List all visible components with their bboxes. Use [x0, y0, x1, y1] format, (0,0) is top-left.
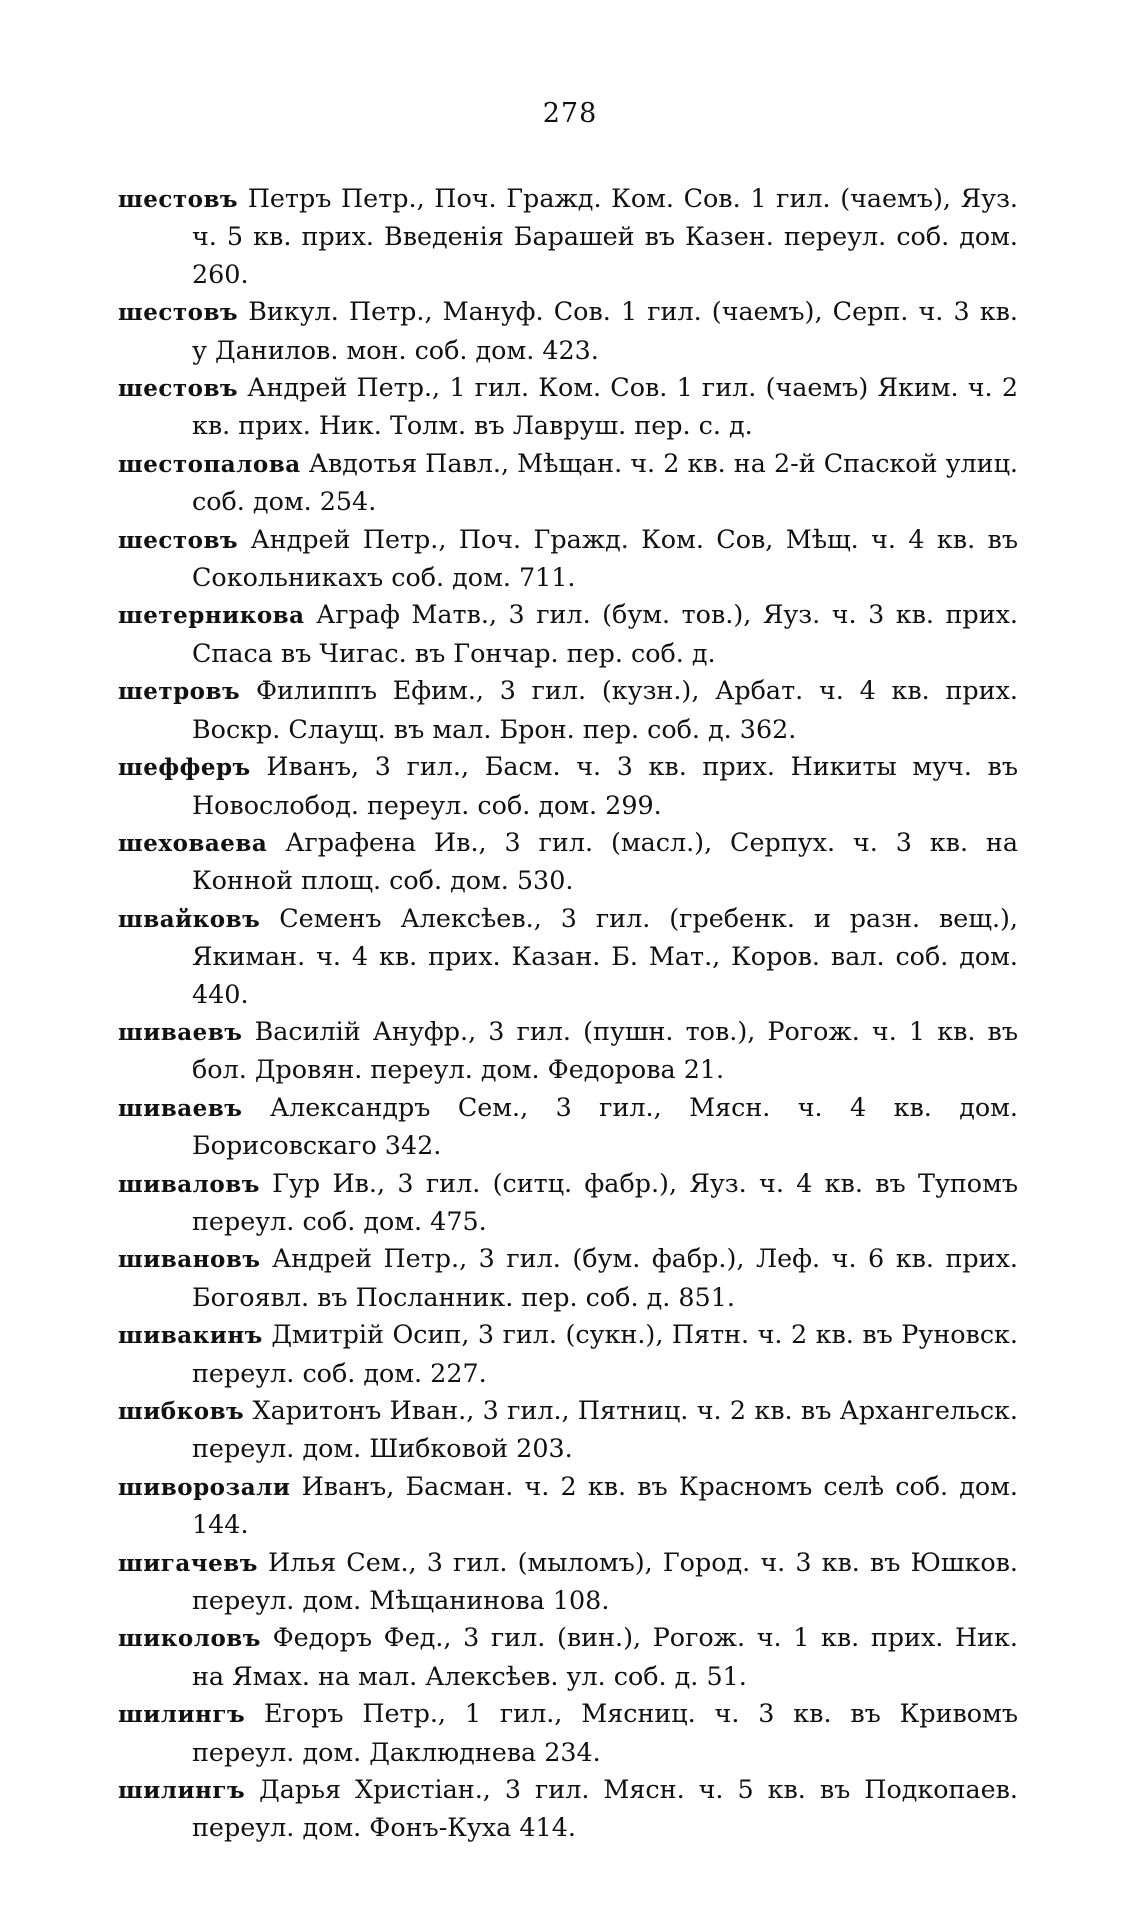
entry-details: Иванъ, 3 гил., Басм. ч. 3 кв. прих. Никиты муч. въ Новослобод. переул. соб. дом. 299. — [192, 751, 1019, 820]
directory-entry — [118, 1240, 1018, 1316]
entry-surname: шигачевъ — [118, 1549, 258, 1577]
page-number: 278 — [542, 98, 598, 129]
entry-details: Василій Ануфр., 3 гил. (пушн. тов.), Рогож. ч. 1 кв. въ бол. Дровян. переул. дом. Федорова 21. — [192, 1015, 1019, 1085]
directory-entry — [118, 1316, 1018, 1392]
directory-entry — [118, 748, 1018, 824]
entry-surname: шиваловъ — [118, 1170, 260, 1198]
entry-surname: шиколовъ — [118, 1625, 261, 1653]
directory-entry — [118, 1771, 1018, 1847]
entry-details: Авдотья Павл., Мѣщан. ч. 2 кв. на 2-й Спаской улиц. соб. дом. 254. — [192, 447, 1018, 517]
entry-details: Федоръ Фед., 3 гил. (вин.), Рогож. ч. 1 кв. прих. Ник. на Ямах. на мал. Алексѣев. ул. соб. д. 51. — [192, 1622, 1018, 1691]
entry-details: Аграфена Ив., 3 гил. (масл.), Серпух. ч. 3 кв. на Конной площ. соб. дом. 530. — [192, 826, 1018, 896]
entry-details: Дмитрій Осип, 3 гил. (сукн.), Пятн. ч. 2 кв. въ Руновск. переул. соб. дом. 227. — [192, 1319, 1018, 1388]
entry-surname: шиворозали — [118, 1473, 291, 1501]
entry-details: Андрей Петр., 1 гил. Ком. Сов. 1 гил. (чаемъ) Яким. ч. 2 кв. прих. Ник. Толм. въ Лавруш. пер. с. д. — [192, 372, 1018, 441]
entry-surname: шетровъ — [118, 678, 241, 706]
entry-details: Аграф Матв., 3 гил. (бум. тов.), Яуз. ч. 3 кв. прих. Спаса въ Чигас. въ Гончар. пер. соб. д. — [192, 599, 1019, 668]
entry-surname: шестовъ — [118, 526, 239, 554]
directory-entry — [118, 672, 1018, 748]
entry-surname: шестовъ — [118, 186, 239, 213]
directory-entry — [118, 293, 1018, 369]
directory-entry — [118, 596, 1018, 672]
entry-surname: шестовъ — [118, 299, 239, 327]
entry-details: Семенъ Алексѣев., 3 гил. (гребенк. и разн. вещ.), Якиман. ч. 4 кв. прих. Казан. Б. Мат., Коров. вал. соб. дом. 440. — [192, 902, 1018, 1009]
entry-details: Филиппъ Ефим., 3 гил. (кузн.), Арбат. ч. 4 кв. прих. Воскр. Слаущ. въ мал. Брон. пер. соб. д. 362. — [192, 675, 1018, 744]
entry-details: Андрей Петр., Поч. Гражд. Ком. Сов, Мѣщ. ч. 4 кв. въ Сокольникахъ соб. дом. 711. — [192, 523, 1018, 593]
directory-entry — [118, 180, 1018, 293]
directory-entry — [118, 824, 1018, 900]
entry-surname: шеховаева — [118, 829, 268, 857]
directory-entry — [118, 1695, 1018, 1771]
entry-details: Гур Ив., 3 гил. (ситц. фабр.), Яуз. ч. 4 кв. въ Тупомъ переул. соб. дом. 475. — [192, 1167, 1018, 1236]
directory-entry — [118, 521, 1018, 597]
entry-surname: шетерникова — [118, 602, 305, 630]
entry-details: Петръ Петр., Поч. Гражд. Ком. Сов. 1 гил. (чаемъ), Яуз. ч. 5 кв. прих. Введенія Барашей въ Казен. переул. соб. дом. 260. — [192, 183, 1018, 289]
directory-entry — [118, 900, 1018, 1013]
directory-entry — [118, 1392, 1018, 1468]
directory-entry — [118, 369, 1018, 445]
directory-entry — [118, 1544, 1018, 1620]
entry-surname: шестовъ — [118, 375, 239, 403]
entry-details: Егоръ Петр., 1 гил., Мясниц. ч. 3 кв. въ Кривомъ переул. дом. Даклюднева 234. — [192, 1698, 1018, 1767]
entry-surname: шиваевъ — [118, 1094, 243, 1122]
entry-details: Викул. Петр., Мануф. Сов. 1 гил. (чаемъ), Серп. ч. 3 кв. у Данилов. мон. соб. дом. 423. — [192, 296, 1018, 365]
entry-surname: шестопалова — [118, 450, 301, 478]
entry-surname: шилингъ — [118, 1777, 246, 1805]
entry-surname: швайковъ — [118, 905, 261, 933]
directory-entry — [118, 1089, 1018, 1165]
directory-entry — [118, 1013, 1018, 1089]
directory-entries — [118, 180, 1018, 1847]
directory-entry — [118, 445, 1018, 521]
entry-details: Андрей Петр., 3 гил. (бум. фабр.), Леф. ч. 6 кв. прих. Богоявл. въ Посланник. пер. соб. д. 851. — [192, 1243, 1018, 1312]
directory-entry — [118, 1165, 1018, 1241]
entry-details: Харитонъ Иван., 3 гил., Пятниц. ч. 2 кв. въ Архангельск. переул. дом. Шибковой 203. — [192, 1395, 1018, 1464]
entry-details: Александръ Сем., 3 гил., Мясн. ч. 4 кв. дом. Борисовскаго 342. — [192, 1091, 1018, 1161]
directory-entry — [118, 1619, 1018, 1695]
directory-entry — [118, 1468, 1018, 1544]
entry-surname: шилингъ — [118, 1701, 246, 1729]
entry-surname: шефферъ — [118, 754, 251, 782]
entry-surname: шивановъ — [118, 1246, 261, 1274]
entry-details: Илья Сем., 3 гил. (мыломъ), Город. ч. 3 кв. въ Юшков. переул. дом. Мѣщанинова 108. — [192, 1546, 1018, 1616]
entry-surname: шиваевъ — [118, 1018, 243, 1046]
entry-details: Иванъ, Басман. ч. 2 кв. въ Красномъ селѣ соб. дом. 144. — [192, 1470, 1018, 1540]
entry-surname: шивакинъ — [118, 1322, 263, 1350]
entry-surname: шибковъ — [118, 1398, 245, 1425]
entry-details: Дарья Христіан., 3 гил. Мясн. ч. 5 кв. въ Подкопаев. переул. дом. Фонъ-Куха 414. — [192, 1774, 1018, 1843]
